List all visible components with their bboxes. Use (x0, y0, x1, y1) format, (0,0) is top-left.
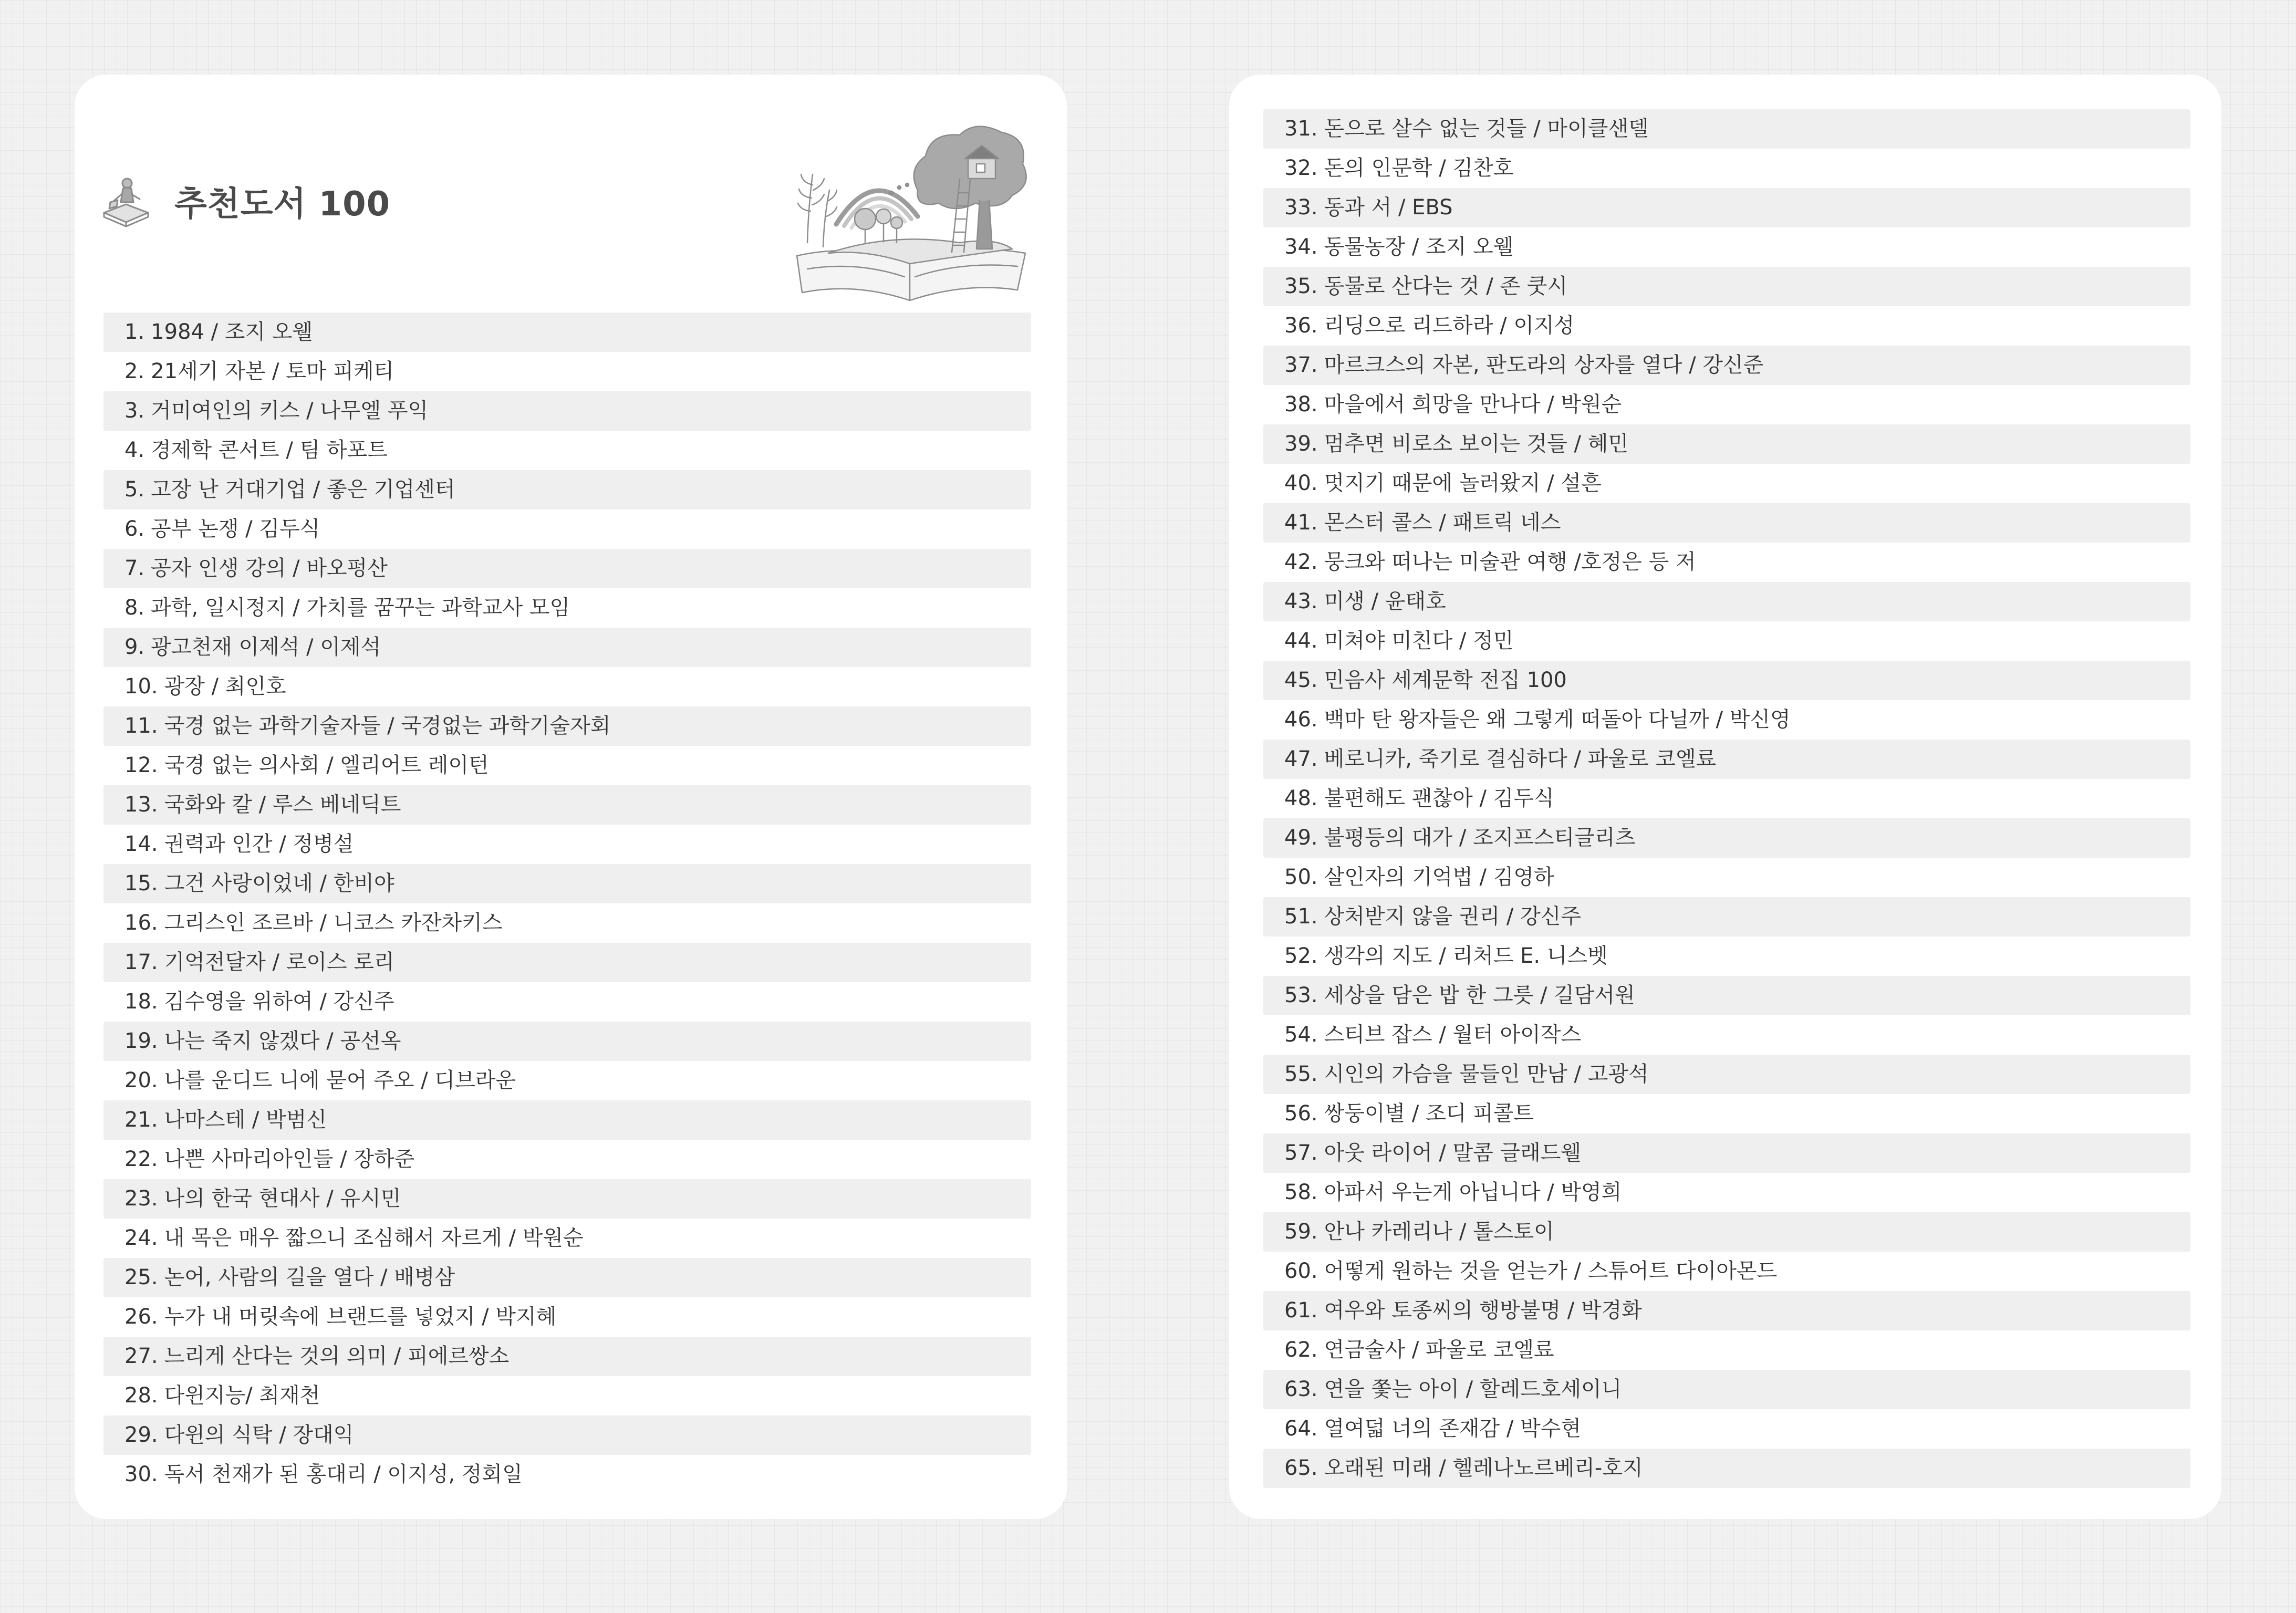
book-title-author: 광고천재 이제석 / 이제석 (151, 635, 381, 659)
book-title-author: 논어, 사람의 길을 열다 / 배병삼 (164, 1265, 455, 1289)
book-item (1263, 227, 2190, 267)
book-number: 2. (124, 359, 145, 383)
book-title-author: 독서 천재가 된 홍대리 / 이지성, 정회일 (164, 1462, 523, 1486)
book-item (1263, 346, 2190, 385)
book-item (103, 943, 1031, 982)
book-title-author: 어떻게 원하는 것을 얻는가 / 스튜어트 다이아몬드 (1324, 1259, 1778, 1283)
book-number: 4. (124, 438, 145, 462)
book-number: 11. (124, 714, 158, 738)
book-item (103, 1455, 1031, 1494)
book-number: 42. (1284, 550, 1318, 574)
book-number: 56. (1284, 1101, 1318, 1126)
book-title-author: 광장 / 최인호 (164, 674, 286, 699)
book-number: 63. (1284, 1377, 1318, 1401)
book-number: 20. (124, 1068, 158, 1092)
book-item (1263, 306, 2190, 346)
book-number: 17. (124, 950, 158, 974)
book-item (103, 1416, 1031, 1455)
book-item (1263, 936, 2190, 976)
book-item (103, 667, 1031, 706)
book-number: 32. (1284, 156, 1318, 180)
book-title-author: 다윈의 식탁 / 장대익 (164, 1423, 354, 1447)
book-number: 52. (1284, 944, 1318, 968)
book-item (1263, 858, 2190, 897)
book-title-author: 연을 쫓는 아이 / 할레드호세이니 (1324, 1377, 1622, 1401)
book-title-author: 멈추면 비로소 보이는 것들 / 혜민 (1324, 432, 1628, 456)
book-item (1263, 1015, 2190, 1055)
book-item (1263, 1252, 2190, 1291)
page-header (75, 75, 1067, 295)
book-title-author: 미쳐야 미친다 / 정민 (1324, 629, 1514, 653)
book-title-author: 멋지기 때문에 놀러왔지 / 설흔 (1324, 471, 1602, 495)
book-item (1263, 1212, 2190, 1252)
book-title-author: 시인의 가슴을 물들인 만남 / 고광석 (1324, 1062, 1649, 1086)
book-item (1263, 1133, 2190, 1173)
book-number: 36. (1284, 314, 1318, 338)
book-title-author: 미생 / 윤태호 (1324, 589, 1446, 613)
book-item (103, 1258, 1031, 1297)
book-number: 55. (1284, 1062, 1318, 1086)
left-page (75, 75, 1067, 1519)
book-item (103, 1297, 1031, 1337)
book-number: 28. (124, 1383, 158, 1408)
book-item (103, 1337, 1031, 1376)
book-number: 62. (1284, 1338, 1318, 1362)
book-item (1263, 385, 2190, 424)
book-item (1263, 1449, 2190, 1488)
book-title-author: 그리스인 조르바 / 니코스 카잔차키스 (164, 911, 503, 935)
book-number: 12. (124, 753, 158, 777)
book-item (1263, 267, 2190, 306)
book-number: 49. (1284, 826, 1318, 850)
book-title-author: 나쁜 사마리아인들 / 장하준 (164, 1147, 415, 1171)
book-item (103, 1219, 1031, 1258)
book-number: 60. (1284, 1259, 1318, 1283)
book-title-author: 불편해도 괜찮아 / 김두식 (1324, 786, 1554, 810)
book-item (1263, 661, 2190, 700)
book-item (1263, 1055, 2190, 1094)
book-number: 50. (1284, 865, 1318, 889)
book-title-author: 나의 한국 현대사 / 유시민 (164, 1187, 401, 1211)
book-item (103, 470, 1031, 509)
book-title-author: 몬스터 콜스 / 패트릭 네스 (1324, 511, 1561, 535)
book-title-author: 리딩으로 리드하라 / 이지성 (1324, 314, 1575, 338)
book-item (1263, 109, 2190, 149)
book-title-author: 동물농장 / 조지 오웰 (1324, 235, 1514, 259)
book-title-author: 국화와 칼 / 루스 베네딕트 (164, 793, 401, 817)
book-number: 10. (124, 674, 158, 699)
right-page (1229, 75, 2221, 1519)
book-number: 41. (1284, 511, 1318, 535)
book-number: 48. (1284, 786, 1318, 810)
book-number: 27. (124, 1344, 158, 1368)
book-item (103, 391, 1031, 431)
book-number: 24. (124, 1226, 158, 1250)
storybook-illustration (786, 111, 1033, 306)
book-number: 13. (124, 793, 158, 817)
book-number: 54. (1284, 1023, 1318, 1047)
book-title-author: 경제학 콘서트 / 팀 하포트 (151, 438, 388, 462)
book-number: 57. (1284, 1141, 1318, 1165)
book-title-author: 아파서 우는게 아닙니다 / 박영희 (1324, 1180, 1622, 1204)
book-item (103, 903, 1031, 943)
book-number: 65. (1284, 1456, 1318, 1480)
book-item (103, 982, 1031, 1022)
book-title-author: 생각의 지도 / 리처드 E. 니스벳 (1324, 944, 1608, 968)
book-item (1263, 1094, 2190, 1133)
book-number: 43. (1284, 589, 1318, 613)
book-title-author: 살인자의 기억법 / 김영하 (1324, 865, 1554, 889)
book-number: 64. (1284, 1417, 1318, 1441)
book-number: 59. (1284, 1220, 1318, 1244)
book-item (103, 588, 1031, 628)
book-number: 14. (124, 832, 158, 856)
book-number: 29. (124, 1423, 158, 1447)
book-number: 15. (124, 871, 158, 896)
book-title-author: 1984 / 조지 오웰 (151, 320, 313, 344)
book-item (1263, 464, 2190, 503)
book-list-right (1263, 109, 2190, 1488)
book-item (1263, 424, 2190, 464)
book-title-author: 백마 탄 왕자들은 왜 그렇게 떠돌아 다닐까 / 박신영 (1324, 707, 1791, 732)
book-number: 21. (124, 1108, 158, 1132)
book-title-author: 공부 논쟁 / 김두식 (151, 517, 320, 541)
book-item (103, 1376, 1031, 1416)
book-number: 47. (1284, 747, 1318, 771)
book-item (103, 746, 1031, 785)
book-number: 6. (124, 517, 145, 541)
book-title-author: 돈으로 살수 없는 것들 / 마이클샌델 (1324, 117, 1649, 141)
book-title-author: 21세기 자본 / 토마 피케티 (151, 359, 394, 383)
book-title-author: 내 목은 매우 짧으니 조심해서 자르게 / 박원순 (164, 1226, 584, 1250)
book-title-author: 국경 없는 과학기술자들 / 국경없는 과학기술자회 (164, 714, 611, 738)
book-item (1263, 149, 2190, 188)
book-item (1263, 621, 2190, 661)
book-item (103, 313, 1031, 352)
book-item (103, 1061, 1031, 1100)
book-number: 35. (1284, 274, 1318, 298)
book-title-author: 나마스테 / 박범신 (164, 1108, 327, 1132)
book-item (1263, 1409, 2190, 1449)
book-title-author: 불평등의 대가 / 조지프스티글리츠 (1324, 826, 1636, 850)
book-number: 23. (124, 1187, 158, 1211)
book-item (1263, 188, 2190, 227)
book-item (103, 1100, 1031, 1140)
book-title-author: 연금술사 / 파울로 코엘료 (1324, 1338, 1554, 1362)
book-item (103, 628, 1031, 667)
book-item (1263, 1330, 2190, 1370)
book-number: 58. (1284, 1180, 1318, 1204)
book-title-author: 돈의 인문학 / 김찬호 (1324, 156, 1514, 180)
book-title-author: 거미여인의 키스 / 나무엘 푸익 (151, 399, 429, 423)
book-number: 33. (1284, 195, 1318, 220)
book-item (1263, 897, 2190, 936)
book-item (1263, 976, 2190, 1015)
book-number: 40. (1284, 471, 1318, 495)
book-title-author: 스티브 잡스 / 월터 아이작스 (1324, 1023, 1582, 1047)
book-item (1263, 582, 2190, 621)
book-number: 51. (1284, 904, 1318, 929)
book-item (103, 1140, 1031, 1179)
book-title-author: 다윈지능/ 최재천 (164, 1383, 320, 1408)
book-title-author: 뭉크와 떠나는 미술관 여행 /호정은 등 저 (1324, 550, 1696, 574)
book-item (1263, 740, 2190, 779)
book-title-author: 김수영을 위하여 / 강신주 (164, 990, 394, 1014)
book-title-author: 공자 인생 강의 / 바오펑산 (151, 556, 388, 580)
book-item (1263, 1370, 2190, 1409)
book-item (1263, 1291, 2190, 1330)
book-title-author: 느리게 산다는 것의 의미 / 피에르쌍소 (164, 1344, 510, 1368)
book-number: 3. (124, 399, 145, 423)
book-title-author: 동과 서 / EBS (1324, 195, 1453, 220)
book-number: 1. (124, 320, 145, 344)
page-title: 추천도서 100 (174, 185, 391, 224)
book-number: 53. (1284, 983, 1318, 1007)
book-number: 38. (1284, 392, 1318, 417)
book-title-author: 권력과 인간 / 정병설 (164, 832, 354, 856)
book-title-author: 나는 죽지 않겠다 / 공선옥 (164, 1029, 401, 1053)
book-number: 8. (124, 596, 145, 620)
book-item (1263, 818, 2190, 858)
book-title-author: 동물로 산다는 것 / 존 쿳시 (1324, 274, 1568, 298)
book-number: 61. (1284, 1298, 1318, 1323)
reading-figure-icon (100, 172, 152, 230)
book-title-author: 민음사 세계문학 전집 100 (1324, 668, 1567, 692)
book-number: 26. (124, 1305, 158, 1329)
book-title-author: 열여덟 너의 존재감 / 박수현 (1324, 1417, 1582, 1441)
book-number: 5. (124, 477, 145, 502)
book-title-author: 오래된 미래 / 헬레나노르베리-호지 (1324, 1456, 1643, 1480)
book-item (103, 825, 1031, 864)
book-item (103, 706, 1031, 746)
book-title-author: 여우와 토종씨의 행방불명 / 박경화 (1324, 1298, 1642, 1323)
book-item (103, 549, 1031, 588)
book-item (1263, 779, 2190, 818)
book-item (103, 1179, 1031, 1219)
book-item (1263, 543, 2190, 582)
book-number: 25. (124, 1265, 158, 1289)
book-item (1263, 700, 2190, 740)
book-title-author: 그건 사랑이었네 / 한비야 (164, 871, 394, 896)
book-item (103, 864, 1031, 903)
book-number: 22. (124, 1147, 158, 1171)
book-list-left (103, 313, 1031, 1494)
book-title-author: 쌍둥이별 / 조디 피콜트 (1324, 1101, 1534, 1126)
book-item (103, 1022, 1031, 1061)
book-number: 18. (124, 990, 158, 1014)
book-title-author: 베로니카, 죽기로 결심하다 / 파울로 코엘료 (1324, 747, 1717, 771)
book-number: 34. (1284, 235, 1318, 259)
book-title-author: 마르크스의 자본, 판도라의 상자를 열다 / 강신준 (1324, 353, 1764, 377)
book-number: 16. (124, 911, 158, 935)
book-number: 45. (1284, 668, 1318, 692)
book-number: 46. (1284, 707, 1318, 732)
book-title-author: 세상을 담은 밥 한 그릇 / 길담서원 (1324, 983, 1635, 1007)
book-title-author: 나를 운디드 니에 묻어 주오 / 디브라운 (164, 1068, 516, 1092)
book-title-author: 마을에서 희망을 만나다 / 박원순 (1324, 392, 1622, 417)
book-title-author: 안나 카레리나 / 톨스토이 (1324, 1220, 1554, 1244)
book-item (103, 785, 1031, 825)
book-number: 31. (1284, 117, 1318, 141)
book-item (103, 509, 1031, 549)
book-item (1263, 503, 2190, 543)
book-number: 37. (1284, 353, 1318, 377)
book-number: 44. (1284, 629, 1318, 653)
book-title-author: 누가 내 머릿속에 브랜드를 넣었지 / 박지혜 (164, 1305, 557, 1329)
book-number: 39. (1284, 432, 1318, 456)
book-item (103, 431, 1031, 470)
book-number: 30. (124, 1462, 158, 1486)
book-title-author: 기억전달자 / 로이스 로리 (164, 950, 394, 974)
book-title-author: 국경 없는 의사회 / 엘리어트 레이턴 (164, 753, 489, 777)
book-number: 19. (124, 1029, 158, 1053)
book-number: 7. (124, 556, 145, 580)
book-item (103, 352, 1031, 391)
book-title-author: 아웃 라이어 / 말콤 글래드웰 (1324, 1141, 1582, 1165)
book-title-author: 과학, 일시정지 / 가치를 꿈꾸는 과학교사 모임 (151, 596, 570, 620)
book-title-author: 상처받지 않을 권리 / 강신주 (1324, 904, 1582, 929)
book-number: 9. (124, 635, 145, 659)
book-item (1263, 1173, 2190, 1212)
book-title-author: 고장 난 거대기업 / 좋은 기업센터 (151, 477, 455, 502)
